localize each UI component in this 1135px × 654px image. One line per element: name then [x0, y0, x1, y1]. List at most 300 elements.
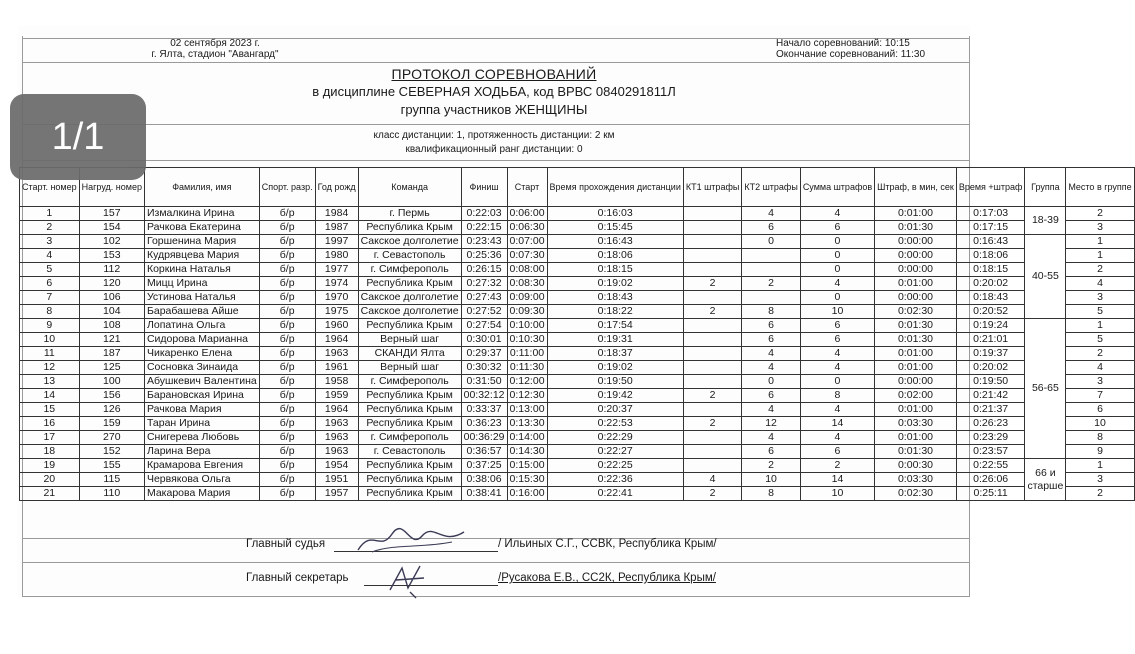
table-cell: Верный шаг — [358, 361, 461, 375]
table-cell: 1980 — [315, 249, 358, 263]
table-cell: 0:18:22 — [547, 305, 683, 319]
table-cell: 1970 — [315, 291, 358, 305]
table-cell: 0:18:43 — [956, 291, 1025, 305]
table-cell: 0:19:50 — [547, 375, 683, 389]
table-cell: 8 — [742, 487, 800, 501]
table-cell: 10 — [742, 473, 800, 487]
table-cell: Таран Ирина — [144, 417, 259, 431]
participant-group-line: группа участников ЖЕНЩИНЫ — [400, 102, 588, 117]
table-cell: 10 — [800, 487, 874, 501]
grid-line — [22, 562, 970, 563]
table-cell: 0:22:41 — [547, 487, 683, 501]
table-cell: 8 — [800, 389, 874, 403]
table-cell: 1975 — [315, 305, 358, 319]
column-header: Группа — [1025, 168, 1066, 207]
table-cell: 1963 — [315, 431, 358, 445]
grid-line — [22, 62, 970, 63]
table-cell: 0:19:02 — [547, 277, 683, 291]
table-cell: 6 — [800, 333, 874, 347]
column-header: Старт. номер — [20, 168, 80, 207]
table-cell: Республика Крым — [358, 459, 461, 473]
table-cell: 0:18:15 — [956, 263, 1025, 277]
table-cell: 0:10:00 — [507, 319, 547, 333]
table-cell: 0:14:30 — [507, 445, 547, 459]
table-cell: 20 — [20, 473, 80, 487]
column-header: КТ2 штрафы — [742, 168, 800, 207]
table-cell: 125 — [79, 361, 144, 375]
competition-date: 02 сентября 2023 г. — [170, 38, 260, 49]
table-cell: 0 — [800, 375, 874, 389]
table-cell: 0:01:30 — [875, 221, 957, 235]
table-cell: 187 — [79, 347, 144, 361]
table-cell: 10 — [800, 305, 874, 319]
table-cell: 8 — [20, 305, 80, 319]
table-cell: 1974 — [315, 277, 358, 291]
table-cell: 0:11:30 — [507, 361, 547, 375]
table-cell: б/р — [259, 235, 315, 249]
column-header: Спорт. разр. — [259, 168, 315, 207]
table-cell: 11 — [20, 347, 80, 361]
table-cell: 0:01:00 — [875, 403, 957, 417]
table-cell: 0:13:00 — [507, 403, 547, 417]
table-cell: 4 — [683, 473, 741, 487]
table-cell: 5 — [1066, 333, 1134, 347]
table-cell: 100 — [79, 375, 144, 389]
table-cell: 9 — [1066, 445, 1134, 459]
table-cell: 0:02:30 — [875, 487, 957, 501]
table-cell: 6 — [742, 221, 800, 235]
table-cell: Сидорова Марианна — [144, 333, 259, 347]
page-counter-overlay[interactable] — [10, 94, 146, 180]
table-cell: 0:38:06 — [461, 473, 507, 487]
age-group-cell: 18-39 — [1025, 207, 1066, 235]
table-cell: 106 — [79, 291, 144, 305]
table-row — [20, 333, 1135, 347]
table-cell: Рачкова Мария — [144, 403, 259, 417]
table-cell: б/р — [259, 459, 315, 473]
table-cell: 0:17:15 — [956, 221, 1025, 235]
table-cell: б/р — [259, 445, 315, 459]
table-cell: 12 — [20, 361, 80, 375]
table-cell: г. Симферополь — [358, 431, 461, 445]
table-cell: 121 — [79, 333, 144, 347]
table-cell: 0:20:37 — [547, 403, 683, 417]
table-cell: 3 — [20, 235, 80, 249]
table-cell: б/р — [259, 221, 315, 235]
table-cell — [683, 445, 741, 459]
table-row — [20, 207, 1135, 221]
table-cell: 1984 — [315, 207, 358, 221]
table-cell: 4 — [742, 431, 800, 445]
table-cell: 4 — [800, 361, 874, 375]
table-cell: 0:22:55 — [956, 459, 1025, 473]
table-cell: 0:08:00 — [507, 263, 547, 277]
table-cell: 0:10:30 — [507, 333, 547, 347]
table-cell: 14 — [800, 417, 874, 431]
table-cell: 0:01:00 — [875, 431, 957, 445]
table-cell — [683, 263, 741, 277]
table-cell: б/р — [259, 207, 315, 221]
table-cell: Республика Крым — [358, 221, 461, 235]
table-cell: 0:01:00 — [875, 207, 957, 221]
table-cell: 2 — [800, 459, 874, 473]
table-cell: 4 — [800, 207, 874, 221]
table-cell: 0:18:06 — [956, 249, 1025, 263]
table-cell: Республика Крым — [358, 487, 461, 501]
table-cell: 157 — [79, 207, 144, 221]
table-cell: Крамарова Евгения — [144, 459, 259, 473]
table-cell: 0:00:30 — [875, 459, 957, 473]
table-cell: г. Севастополь — [358, 445, 461, 459]
page-counter: 1/1 — [51, 115, 105, 158]
table-row — [20, 221, 1135, 235]
table-cell: 13 — [20, 375, 80, 389]
table-cell: б/р — [259, 473, 315, 487]
table-cell: 3 — [1066, 291, 1134, 305]
table-cell: 0 — [800, 291, 874, 305]
table-cell: 0 — [800, 235, 874, 249]
table-cell: б/р — [259, 305, 315, 319]
table-cell: 0:02:00 — [875, 389, 957, 403]
table-cell: Кудрявцева Мария — [144, 249, 259, 263]
table-cell: 1997 — [315, 235, 358, 249]
table-cell: 0:27:43 — [461, 291, 507, 305]
table-cell: 156 — [79, 389, 144, 403]
column-header: Время +штраф — [956, 168, 1025, 207]
table-cell: 1961 — [315, 361, 358, 375]
table-cell: Макарова Мария — [144, 487, 259, 501]
table-cell: 2 — [742, 277, 800, 291]
table-cell: 0:02:30 — [875, 305, 957, 319]
table-cell: Республика Крым — [358, 473, 461, 487]
table-cell: 0:00:00 — [875, 375, 957, 389]
table-row — [20, 375, 1135, 389]
table-cell: 0:09:30 — [507, 305, 547, 319]
table-cell: 1 — [1066, 319, 1134, 333]
table-cell: 0:18:43 — [547, 291, 683, 305]
table-cell: 1 — [1066, 459, 1134, 473]
table-cell — [683, 319, 741, 333]
table-cell: 0:01:00 — [875, 361, 957, 375]
table-cell: 6 — [800, 319, 874, 333]
table-row — [20, 249, 1135, 263]
table-cell: б/р — [259, 361, 315, 375]
distance-class-line: класс дистанции: 1, протяженность дистанции: 2 км — [373, 130, 615, 141]
table-cell: 0:36:57 — [461, 445, 507, 459]
table-cell: 0:26:06 — [956, 473, 1025, 487]
table-cell: 4 — [1066, 277, 1134, 291]
table-cell: 0:12:30 — [507, 389, 547, 403]
table-cell: Республика Крым — [358, 277, 461, 291]
discipline-line: в дисциплине СЕВЕРНАЯ ХОДЬБА, код ВРВС 0840291811Л — [312, 84, 676, 99]
table-cell: 2 — [1066, 263, 1134, 277]
table-cell — [683, 333, 741, 347]
table-row — [20, 291, 1135, 305]
table-cell: 1 — [1066, 249, 1134, 263]
table-cell: 3 — [1066, 221, 1134, 235]
table-cell: 21 — [20, 487, 80, 501]
table-cell: 0:19:37 — [956, 347, 1025, 361]
table-cell — [683, 459, 741, 473]
table-cell: Ларина Вера — [144, 445, 259, 459]
table-cell: 10 — [20, 333, 80, 347]
table-cell: 0:07:00 — [507, 235, 547, 249]
table-cell: 5 — [1066, 305, 1134, 319]
table-cell: 5 — [20, 263, 80, 277]
table-cell: 1963 — [315, 347, 358, 361]
table-cell: 0:17:03 — [956, 207, 1025, 221]
table-cell: 270 — [79, 431, 144, 445]
table-cell: 108 — [79, 319, 144, 333]
table-cell: б/р — [259, 319, 315, 333]
table-cell: 1963 — [315, 445, 358, 459]
grid-line — [22, 160, 970, 161]
table-cell: 1954 — [315, 459, 358, 473]
table-cell: 0:19:02 — [547, 361, 683, 375]
table-cell: 14 — [800, 473, 874, 487]
table-cell: 0:13:30 — [507, 417, 547, 431]
grid-line — [22, 596, 970, 597]
table-cell — [683, 291, 741, 305]
table-cell: 0:07:30 — [507, 249, 547, 263]
table-cell: б/р — [259, 389, 315, 403]
table-cell: б/р — [259, 291, 315, 305]
table-cell: 14 — [20, 389, 80, 403]
table-cell: 0:25:11 — [956, 487, 1025, 501]
table-cell: 2 — [683, 417, 741, 431]
table-cell: 0 — [800, 263, 874, 277]
table-cell: 4 — [1066, 361, 1134, 375]
table-cell: 6 — [1066, 403, 1134, 417]
table-cell: 8 — [742, 305, 800, 319]
column-header: Место в группе — [1066, 168, 1134, 207]
table-cell: 1963 — [315, 417, 358, 431]
table-cell: 0:23:43 — [461, 235, 507, 249]
table-cell: г. Симферополь — [358, 263, 461, 277]
table-cell: 0:03:30 — [875, 473, 957, 487]
table-cell: 3 — [1066, 473, 1134, 487]
table-cell: 6 — [800, 445, 874, 459]
table-cell: 17 — [20, 431, 80, 445]
table-cell: 6 — [742, 333, 800, 347]
column-header: Время прохождения дистанции — [547, 168, 683, 207]
table-cell: 0:37:25 — [461, 459, 507, 473]
table-cell: Барановская Ирина — [144, 389, 259, 403]
table-cell: 4 — [742, 361, 800, 375]
table-cell: 10 — [1066, 417, 1134, 431]
table-cell: 0:16:43 — [547, 235, 683, 249]
table-cell: 0 — [742, 375, 800, 389]
table-cell: 1958 — [315, 375, 358, 389]
table-cell: 0:08:30 — [507, 277, 547, 291]
table-cell: 0:09:00 — [507, 291, 547, 305]
table-cell — [742, 263, 800, 277]
table-cell: 0:36:23 — [461, 417, 507, 431]
table-cell: 0:16:03 — [547, 207, 683, 221]
table-cell: 0 — [800, 249, 874, 263]
table-cell: 154 — [79, 221, 144, 235]
table-cell: 1987 — [315, 221, 358, 235]
table-cell: 3 — [1066, 375, 1134, 389]
table-cell: 0:30:32 — [461, 361, 507, 375]
table-row — [20, 487, 1135, 501]
table-cell — [742, 291, 800, 305]
table-cell: 112 — [79, 263, 144, 277]
table-cell: 0:00:00 — [875, 249, 957, 263]
table-cell: 0:06:30 — [507, 221, 547, 235]
table-cell: 0:21:01 — [956, 333, 1025, 347]
table-cell: 15 — [20, 403, 80, 417]
table-cell: 159 — [79, 417, 144, 431]
table-cell: 4 — [800, 347, 874, 361]
table-cell: 0:22:25 — [547, 459, 683, 473]
table-cell: 155 — [79, 459, 144, 473]
table-cell: б/р — [259, 403, 315, 417]
table-cell — [683, 375, 741, 389]
table-cell: 126 — [79, 403, 144, 417]
table-cell — [683, 403, 741, 417]
table-cell: 0:22:27 — [547, 445, 683, 459]
table-cell: 0:22:15 — [461, 221, 507, 235]
table-cell: б/р — [259, 431, 315, 445]
chief-judge-name: / Ильиных С.Г., ССВК, Республика Крым/ — [498, 538, 717, 550]
table-cell: 2 — [683, 277, 741, 291]
table-cell: Сосновка Зинаида — [144, 361, 259, 375]
table-cell: Коркина Наталья — [144, 263, 259, 277]
table-cell: б/р — [259, 375, 315, 389]
table-cell: 0:19:24 — [956, 319, 1025, 333]
table-cell: 0:23:57 — [956, 445, 1025, 459]
table-cell — [683, 431, 741, 445]
age-group-cell: 66 и старше — [1025, 459, 1066, 501]
table-cell: Верный шаг — [358, 333, 461, 347]
column-header: Сумма штрафов — [800, 168, 874, 207]
table-cell: 104 — [79, 305, 144, 319]
table-cell: 4 — [742, 403, 800, 417]
table-cell: 0:30:01 — [461, 333, 507, 347]
chief-secretary-signature — [380, 560, 440, 600]
chief-secretary-name: /Русакова Е.В., СС2К, Республика Крым/ — [498, 572, 716, 584]
table-row — [20, 361, 1135, 375]
table-cell: Сакское долголетие — [358, 235, 461, 249]
table-cell: 16 — [20, 417, 80, 431]
table-cell: 0:33:37 — [461, 403, 507, 417]
table-cell: Республика Крым — [358, 319, 461, 333]
table-cell: 4 — [20, 249, 80, 263]
start-time: Начало соревнований: 10:15 — [776, 38, 910, 49]
protocol-title: ПРОТОКОЛ СОРЕВНОВАНИЙ — [391, 66, 597, 82]
table-cell: 0:31:50 — [461, 375, 507, 389]
table-cell: 0:01:00 — [875, 277, 957, 291]
grid-line — [22, 538, 970, 539]
table-cell: 0:16:43 — [956, 235, 1025, 249]
table-cell: б/р — [259, 347, 315, 361]
table-cell: 4 — [742, 347, 800, 361]
results-table — [19, 167, 1135, 501]
table-row — [20, 263, 1135, 277]
table-cell: Мицц Ирина — [144, 277, 259, 291]
table-cell: 2 — [683, 305, 741, 319]
table-cell: 0:26:23 — [956, 417, 1025, 431]
table-cell — [683, 207, 741, 221]
table-cell: Сакское долголетие — [358, 305, 461, 319]
table-cell: 1960 — [315, 319, 358, 333]
competition-venue: г. Ялта, стадион "Авангард" — [151, 49, 279, 60]
table-cell: Барабашева Айше — [144, 305, 259, 319]
table-cell: 0:20:02 — [956, 361, 1025, 375]
table-cell: 120 — [79, 277, 144, 291]
column-header: Финиш — [461, 168, 507, 207]
table-cell: 1 — [20, 207, 80, 221]
table-cell: 2 — [1066, 207, 1134, 221]
table-cell: 6 — [742, 389, 800, 403]
table-cell: 0:27:54 — [461, 319, 507, 333]
table-cell: 0:14:00 — [507, 431, 547, 445]
table-cell: Абушкевич Валентина — [144, 375, 259, 389]
column-header: Год рожд — [315, 168, 358, 207]
table-cell: 8 — [1066, 431, 1134, 445]
table-row — [20, 389, 1135, 403]
table-cell: 7 — [20, 291, 80, 305]
column-header: Штраф, в мин, сек — [875, 168, 957, 207]
table-cell: 0:18:06 — [547, 249, 683, 263]
table-cell: 0:00:00 — [875, 291, 957, 305]
table-cell — [683, 235, 741, 249]
qualification-rank-line: квалификационный ранг дистанции: 0 — [405, 144, 583, 155]
table-cell: Сакское долголетие — [358, 291, 461, 305]
table-cell — [742, 249, 800, 263]
table-row — [20, 473, 1135, 487]
table-cell: 102 — [79, 235, 144, 249]
table-cell: 0:29:37 — [461, 347, 507, 361]
table-cell: 2 — [20, 221, 80, 235]
table-cell: 0:20:02 — [956, 277, 1025, 291]
table-cell: 0:15:30 — [507, 473, 547, 487]
table-cell — [683, 221, 741, 235]
age-group-cell: 40-55 — [1025, 235, 1066, 319]
table-cell: Червякова Ольга — [144, 473, 259, 487]
table-cell: 0:06:00 — [507, 207, 547, 221]
table-cell: 152 — [79, 445, 144, 459]
table-cell: 2 — [683, 487, 741, 501]
table-cell: г. Симферополь — [358, 375, 461, 389]
table-cell: Лопатина Ольга — [144, 319, 259, 333]
table-row — [20, 431, 1135, 445]
table-cell: 0:11:00 — [507, 347, 547, 361]
table-cell: 1951 — [315, 473, 358, 487]
table-cell: 2 — [1066, 347, 1134, 361]
table-cell: Республика Крым — [358, 417, 461, 431]
table-cell: Снигерева Любовь — [144, 431, 259, 445]
table-cell: 0:22:36 — [547, 473, 683, 487]
table-cell: 2 — [1066, 487, 1134, 501]
table-cell: б/р — [259, 277, 315, 291]
table-cell: 1977 — [315, 263, 358, 277]
chief-secretary-label: Главный секретарь — [246, 572, 349, 584]
table-header-row — [20, 168, 1135, 207]
table-cell: 0:18:37 — [547, 347, 683, 361]
table-cell: 153 — [79, 249, 144, 263]
column-header: Нагруд. номер — [79, 168, 144, 207]
table-cell: 0:01:30 — [875, 319, 957, 333]
table-cell: 00:36:29 — [461, 431, 507, 445]
table-cell: 0:15:45 — [547, 221, 683, 235]
table-cell: 4 — [742, 207, 800, 221]
table-cell — [683, 347, 741, 361]
table-cell: 0:20:52 — [956, 305, 1025, 319]
table-cell: 1 — [1066, 235, 1134, 249]
table-cell: Чикаренко Елена — [144, 347, 259, 361]
